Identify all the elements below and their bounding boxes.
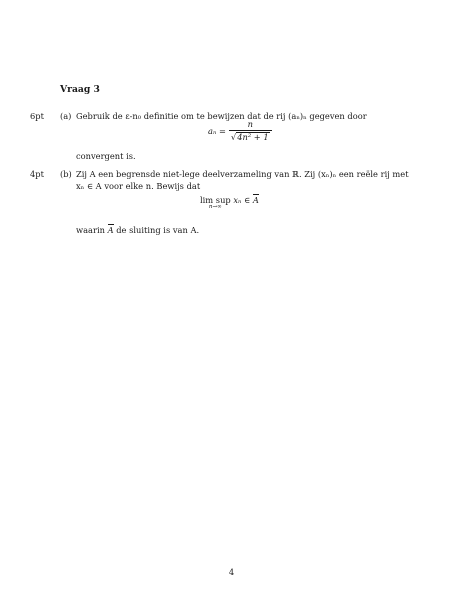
part-a-text-line2: convergent is.	[76, 151, 136, 161]
formula-a-denominator	[229, 130, 272, 142]
formula-a-lhs: aₙ =	[208, 125, 226, 136]
limsup-operator	[200, 195, 231, 211]
line3-prefix: waarin	[76, 225, 105, 235]
sqrt-sign: √	[230, 131, 237, 142]
part-a-points: 6pt	[30, 111, 44, 121]
part-b-text-line3	[76, 225, 199, 235]
page-number: 4	[228, 567, 235, 577]
part-b-points: 4pt	[30, 169, 44, 179]
limsup-subscript: n→∞	[208, 204, 222, 211]
part-b-label: (b)	[60, 169, 72, 179]
limsup-text: lim sup	[200, 195, 231, 205]
part-b-formula	[200, 195, 259, 211]
line3-suffix: de sluiting is van A.	[116, 225, 200, 235]
formula-a-fraction	[229, 120, 272, 141]
part-a-text-line1: Gebruik de ε-n₀ definitie om te bewijzen dat de rij (aₙ)ₙ gegeven door	[76, 111, 367, 121]
part-b-text-line1: Zij A een begrensde niet-lege deelverzameling van ℝ. Zij (xₙ)ₙ een reële rij met	[76, 169, 409, 179]
sqrt-symbol	[231, 132, 270, 142]
part-b-text-line2: xₙ ∈ A voor elke n. Bewijs dat	[76, 181, 201, 191]
question-heading: Vraag 3	[60, 84, 100, 95]
formula-a-numerator: n	[247, 119, 253, 130]
line3-closure-set: A	[107, 225, 114, 235]
sqrt-radicand: 4n² + 1	[237, 131, 269, 142]
closure-set: A	[252, 195, 259, 205]
formula-b-expression: xₙ ∈	[233, 195, 251, 205]
part-a-label: (a)	[60, 111, 72, 121]
part-a-formula	[208, 118, 272, 144]
